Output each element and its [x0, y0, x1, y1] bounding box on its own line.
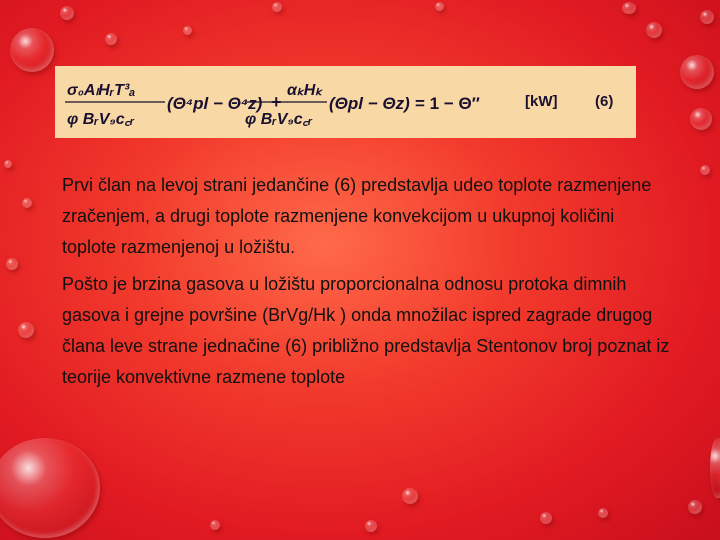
water-droplet	[272, 2, 282, 12]
water-droplet	[540, 512, 552, 524]
term1-numerator: σ₀AₗHᵣT³ₐ	[67, 82, 136, 99]
water-droplet	[622, 2, 636, 14]
water-droplet	[700, 10, 714, 24]
water-droplet	[688, 500, 702, 514]
water-droplet	[210, 520, 220, 530]
formula-box	[55, 66, 636, 138]
water-droplet	[680, 55, 714, 89]
plus-sign: +	[271, 92, 282, 112]
bracket1-expression: (Θ⁴pl − Θ⁴z)	[167, 94, 263, 113]
water-droplet	[6, 258, 18, 270]
term1-denominator: φ BᵣV₉c꜀ᵣ	[67, 111, 135, 128]
water-droplet	[435, 2, 444, 11]
paragraph: Prvi član na levoj strani jedančine (6) predstavlja udeo toplote razmenjene zračenjem, a drugi toplote razmenjene konvekcijom u ukupnoj količini toplote razmenjenoj u ložištu.	[62, 175, 652, 257]
water-droplet	[598, 508, 608, 518]
equation-6	[55, 66, 636, 138]
water-droplet	[402, 488, 418, 504]
paragraph: Pošto je brzina gasova u ložištu proporcionalna odnosu protoka dimnih gasova i grejne površine (BrVg/Hk ) onda množilac ispred zagrade drugog člana leve strane jednačine (6) približno predstavlja Stentonov broj poznat iz teorije konvektivne razmene toplote	[62, 274, 670, 387]
water-droplet	[700, 165, 710, 175]
water-droplet	[4, 160, 12, 168]
water-droplet	[710, 438, 720, 498]
equation-unit: [kW]	[525, 93, 558, 110]
term2-numerator: αₖHₖ	[287, 82, 323, 99]
water-droplet	[105, 33, 117, 45]
bracket2-expression: (Θpl − Θz)	[329, 94, 410, 113]
water-droplet	[10, 28, 54, 72]
water-droplet	[365, 520, 377, 532]
term2-denominator: φ BᵣV₉c꜀ᵣ	[245, 111, 313, 128]
equation-number: (6)	[595, 93, 614, 110]
equation-rhs: = 1 − Θ″	[415, 94, 480, 113]
water-droplet	[0, 438, 100, 538]
water-droplet	[60, 6, 74, 20]
body-text	[62, 170, 672, 399]
water-droplet	[646, 22, 662, 38]
water-droplet	[18, 322, 34, 338]
water-droplet	[690, 108, 712, 130]
water-droplet	[183, 26, 192, 35]
water-droplet	[22, 198, 32, 208]
